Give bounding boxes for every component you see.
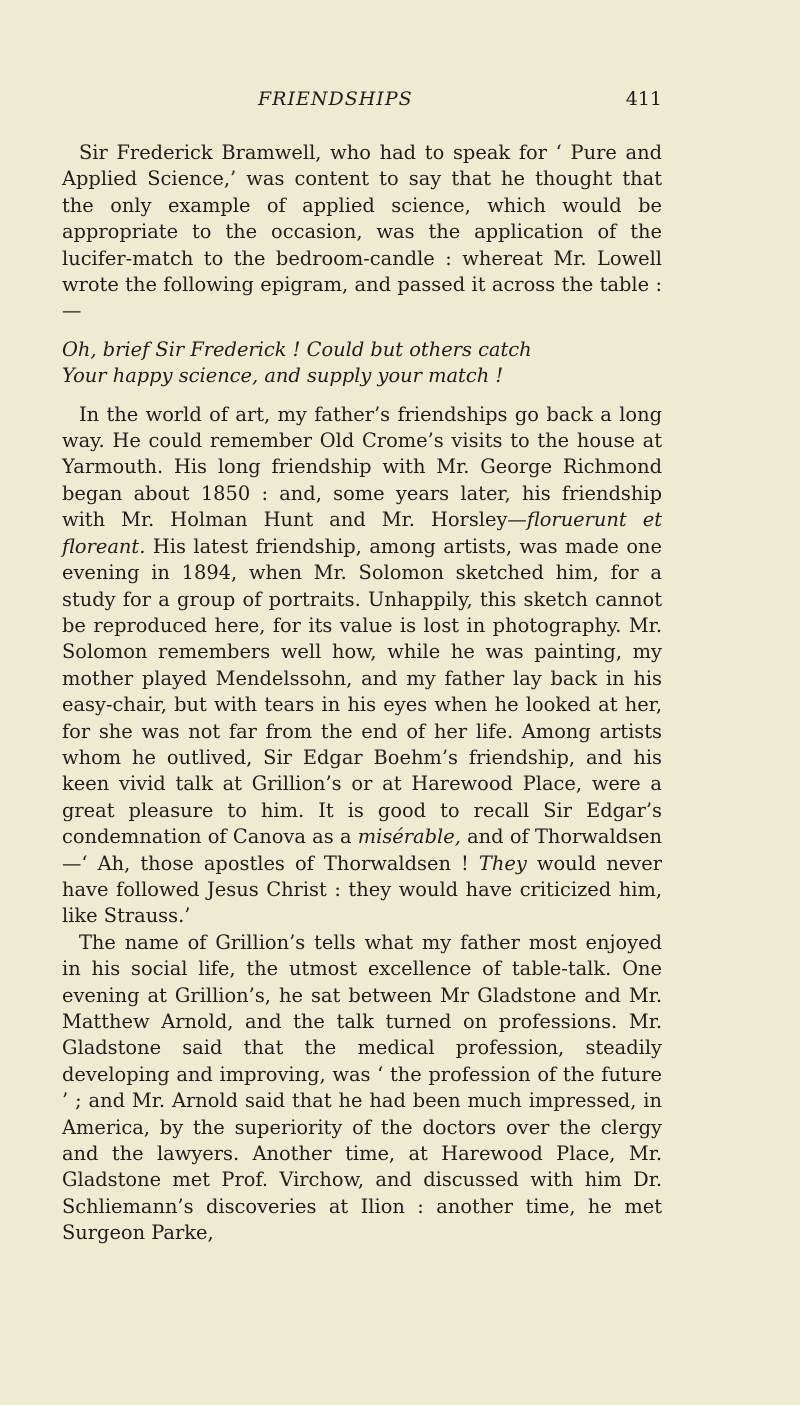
latin-phrase: floruerunt et floreant. [62,508,662,558]
paragraph-2-part-b: His latest friendship, among artists, was made one evening in 1894, when Mr. Solomon sketched him, for a study for a group of portraits. Unhappily, this sketch cannot be reproduced here, for its value is lost in photography. Mr. Solomon remembers well how, while he was painting, my mother played Mendelssohn, and my father lay back in his easy-chair, but with tears in his eyes when he looked at her, for she was not far from the end of her life. Among artists whom he outlived, Sir Edgar Boehm’s friendship, and his keen vivid talk at Grillion’s or at Harewood Place, were a great pleasure to him. It is good to recall Sir Edgar’s condemnation of Canova as a [62,534,662,849]
paragraph-2-part-a: In the world of art, my father’s friendships go back a long way. He could remember Old Crome’s visits to the house at Yarmouth. His long friendship with Mr. George Richmond began about 1850 : and, some years later, his friendship with Mr. Holman Hunt and Mr. Horsley— [62,402,662,532]
body-text [62,140,662,1247]
paragraph-1: Sir Frederick Bramwell, who had to speak for ‘ Pure and Applied Science,’ was content to say that he thought that the only example of applied science, which would be appropriate to the occasion, was the application of the lucifer-match to the bedroom-candle : whereat Mr. Lowell wrote the following epigram, and passed it across the table :— [62,141,662,323]
running-title: FRIENDSHIPS [258,88,413,110]
epigram-line-1: Oh, brief Sir Frederick ! Could but others catch [62,337,532,361]
french-word: misérable, [357,825,461,849]
epigram-line-2: Your happy science, and supply your match ! [62,364,504,388]
paragraph-2-part-c: and of Thorwaldsen—‘ Ah, those apostles of Thorwaldsen ! [62,825,662,875]
paragraph-2-part-d: would never have followed Jesus Christ : they would have criticized him, like Strauss.’ [62,851,662,928]
page-number: 411 [625,88,662,110]
paragraph-2 [62,402,662,930]
epigram [62,337,662,390]
running-head [62,88,662,118]
emphasis-they: They [478,851,527,875]
paragraph-3: The name of Grillion’s tells what my father most enjoyed in his social life, the utmost excellence of table-talk. One evening at Grillion’s, he sat between Mr Gladstone and Mr. Matthew Arnold, and the talk turned on professions. Mr. Gladstone said that the medical profession, steadily developing and improving, was ‘ the profession of the future ’ ; and Mr. Arnold said that he had been much impressed, in America, by the superiority of the doctors over the clergy and the lawyers. Another time, at Harewood Place, Mr. Gladstone met Prof. Virchow, and discussed with him Dr. Schliemann’s discoveries at Ilion : another time, he met Surgeon Parke, [62,930,662,1245]
